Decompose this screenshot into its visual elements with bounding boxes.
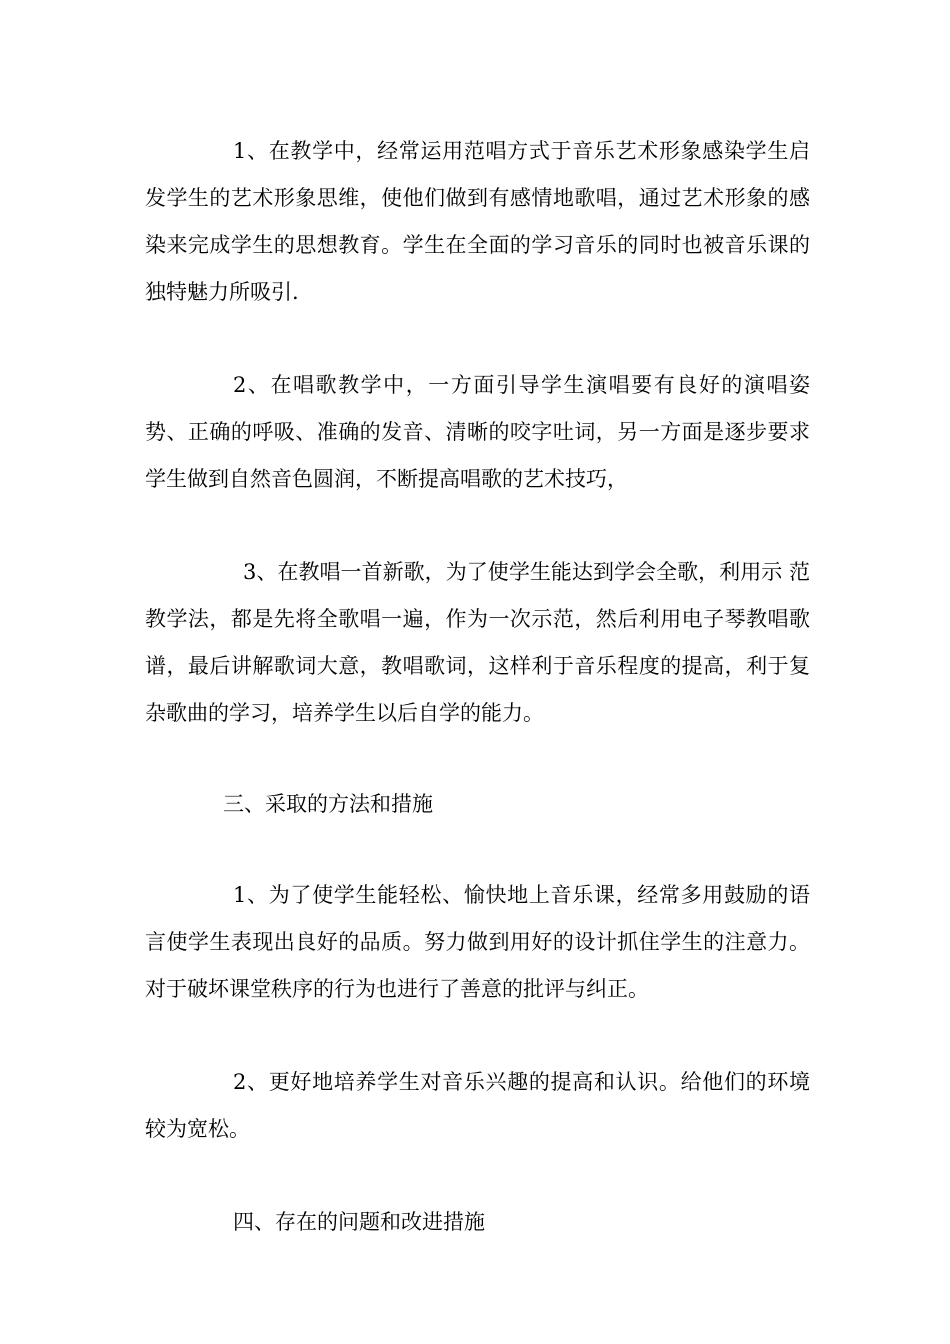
paragraph-gap <box>145 1013 810 1059</box>
paragraph-new-song-teaching: 3、在教唱一首新歌，为了使学生能达到学会全歌，利用示 范教学法，都是先将全歌唱一遍，作为一次示范，然后利用电子琴教唱歌谱，最后讲解歌词大意，教唱歌词，这样利于音乐程度的提高，利于复杂歌曲的学习，培养学生以后自学的能力。 <box>145 560 810 725</box>
document-body <box>145 128 810 1246</box>
paragraph-gap <box>145 1153 810 1199</box>
section-heading-problems: 四、存在的问题和改进措施 <box>233 1210 485 1234</box>
paragraph-encouragement: 1、为了使学生能轻松、愉快地上音乐课，经常多用鼓励的语言使学生表现出良好的品质。努力做到用好的设计抓住学生的注意力。对于破坏课堂秩序的行为也进行了善意的批评与纠正。 <box>145 883 810 1001</box>
paragraph-gap <box>145 503 810 549</box>
paragraph-model-singing: 1、在教学中，经常运用范唱方式于音乐艺术形象感染学生启发学生的艺术形象思维，使他们做到有感情地歌唱，通过艺术形象的感染来完成学生的思想教育。学生在全面的学习音乐的同时也被音乐课的独特魅力所吸引. <box>145 139 810 304</box>
paragraph-gap <box>145 737 810 781</box>
paragraph-interest: 2、更好地培养学生对音乐兴趣的提高和认识。给他们的环境较为宽松。 <box>145 1070 810 1141</box>
section-heading-methods: 三、采取的方法和措施 <box>223 792 433 816</box>
paragraph-gap <box>145 828 810 872</box>
paragraph-singing-technique: 2、在唱歌教学中，一方面引导学生演唱要有良好的演唱姿势、正确的呼吸、准确的发音、清晰的咬字吐词，另一方面是逐步要求学生做到自然音色圆润，不断提高唱歌的艺术技巧， <box>145 373 810 491</box>
paragraph-gap <box>145 316 810 362</box>
